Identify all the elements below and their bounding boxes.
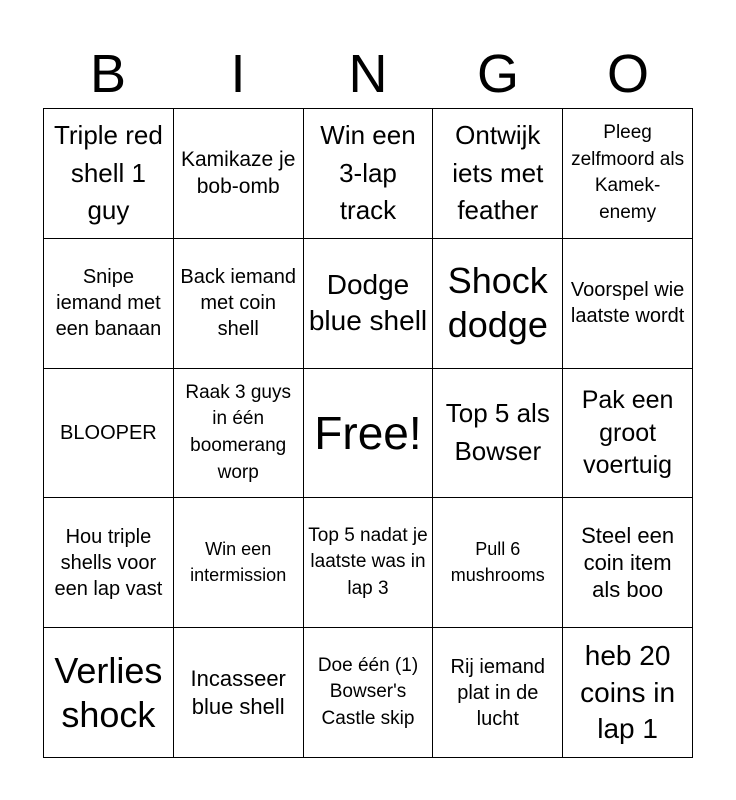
- cell-text: Win een intermission: [190, 539, 287, 585]
- bingo-cell[interactable]: [563, 369, 693, 499]
- bingo-header: [43, 40, 693, 108]
- bingo-cell[interactable]: [174, 498, 304, 628]
- header-letter-b: B: [89, 44, 127, 104]
- cell-text: Back iemand met coin shell: [180, 266, 296, 341]
- bingo-cell[interactable]: [304, 109, 434, 239]
- cell-text: Pull 6 mushrooms: [450, 539, 545, 585]
- bingo-cell[interactable]: [563, 239, 693, 369]
- bingo-cell[interactable]: [174, 369, 304, 499]
- free-space-cell[interactable]: [304, 369, 434, 499]
- cell-text: Rij iemand plat in de lucht: [450, 655, 546, 730]
- cell-text: Incasseer blue shell: [190, 666, 286, 719]
- cell-text: Snipe iemand met een banaan: [55, 266, 162, 341]
- cell-text: Verlies shock: [54, 649, 163, 735]
- bingo-cell[interactable]: [44, 498, 174, 628]
- cell-text: Top 5 nadat je laatste was in lap 3: [308, 524, 428, 600]
- bingo-cell[interactable]: [44, 239, 174, 369]
- cell-text: Pleeg zelfmoord als Kamek-enemy: [571, 122, 685, 223]
- bingo-cell[interactable]: [563, 109, 693, 239]
- cell-text: Triple red shell 1 guy: [53, 119, 163, 226]
- cell-text: Kamikaze je bob-omb: [181, 148, 296, 199]
- bingo-cell[interactable]: [304, 498, 434, 628]
- header-letter-i: I: [230, 44, 246, 104]
- bingo-cell[interactable]: [433, 628, 563, 758]
- cell-text: heb 20 coins in lap 1: [580, 640, 676, 744]
- cell-text: Steel een coin item als boo: [581, 522, 675, 603]
- header-letter-o: O: [606, 44, 649, 104]
- bingo-cell[interactable]: [44, 369, 174, 499]
- cell-text: Ontwijk iets met feather: [452, 119, 544, 226]
- bingo-cell[interactable]: [304, 628, 434, 758]
- bingo-cell[interactable]: [44, 109, 174, 239]
- cell-text: Raak 3 guys in één boomerang worp: [185, 381, 291, 483]
- bingo-cell[interactable]: [174, 239, 304, 369]
- cell-text: Doe één (1) Bowser's Castle skip: [317, 654, 419, 729]
- bingo-cell[interactable]: [174, 628, 304, 758]
- header-letter-n: N: [348, 44, 388, 104]
- bingo-cell[interactable]: [433, 109, 563, 239]
- cell-text: Free!: [314, 406, 422, 459]
- bingo-grid: [43, 108, 693, 758]
- cell-text: Top 5 als Bowser: [445, 398, 550, 466]
- cell-text: Pak een groot voertuig: [581, 386, 674, 480]
- bingo-cell[interactable]: [174, 109, 304, 239]
- cell-text: Dodge blue shell: [308, 269, 428, 337]
- cell-text: Hou triple shells voor een lap vast: [54, 525, 163, 600]
- cell-text: BLOOPER: [60, 421, 157, 444]
- header-letter-g: G: [476, 44, 519, 104]
- bingo-cell[interactable]: [563, 498, 693, 628]
- bingo-cell[interactable]: [44, 628, 174, 758]
- bingo-cell[interactable]: [563, 628, 693, 758]
- cell-text: Shock dodge: [447, 260, 548, 346]
- bingo-cell[interactable]: [433, 239, 563, 369]
- cell-text: Win een 3-lap track: [320, 119, 416, 226]
- cell-text: Voorspel wie laatste wordt: [570, 279, 685, 328]
- bingo-cell[interactable]: [433, 498, 563, 628]
- bingo-cell[interactable]: [304, 239, 434, 369]
- bingo-cell[interactable]: [433, 369, 563, 499]
